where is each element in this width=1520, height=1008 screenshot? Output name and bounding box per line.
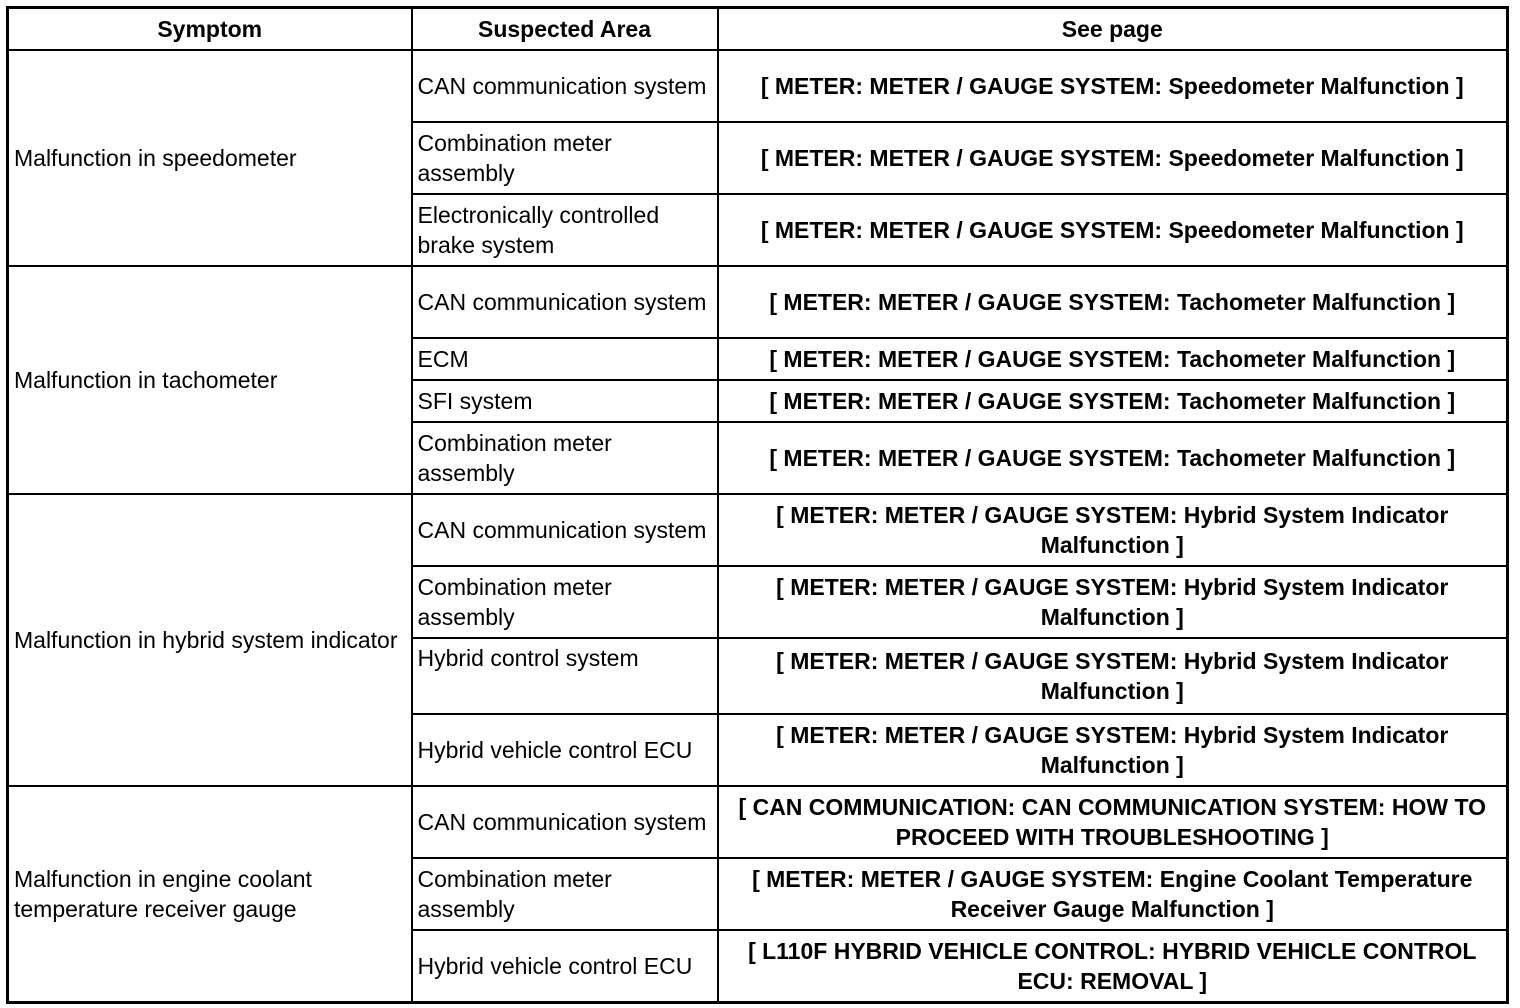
see-page-link[interactable]: [ METER: METER / GAUGE SYSTEM: Tachometer Malfunction ] <box>718 266 1508 338</box>
see-page-link[interactable]: [ METER: METER / GAUGE SYSTEM: Tachometer Malfunction ] <box>718 338 1508 380</box>
see-page-link[interactable]: [ METER: METER / GAUGE SYSTEM: Hybrid System Indicator Malfunction ] <box>718 638 1508 714</box>
see-page-link[interactable]: [ METER: METER / GAUGE SYSTEM: Hybrid System Indicator Malfunction ] <box>718 714 1508 786</box>
table-row <box>8 494 1508 566</box>
header-see-page: See page <box>718 8 1508 51</box>
symptom-cell: Malfunction in hybrid system indicator <box>8 494 412 786</box>
symptom-cell: Malfunction in engine coolant temperature receiver gauge <box>8 786 412 1003</box>
suspected-area-cell: SFI system <box>412 380 718 422</box>
suspected-area-cell: CAN communication system <box>412 494 718 566</box>
see-page-link[interactable]: [ METER: METER / GAUGE SYSTEM: Hybrid System Indicator Malfunction ] <box>718 566 1508 638</box>
suspected-area-cell: CAN communication system <box>412 266 718 338</box>
see-page-link[interactable]: [ L110F HYBRID VEHICLE CONTROL: HYBRID VEHICLE CONTROL ECU: REMOVAL ] <box>718 930 1508 1003</box>
suspected-area-cell: Hybrid vehicle control ECU <box>412 714 718 786</box>
see-page-link[interactable]: [ METER: METER / GAUGE SYSTEM: Speedometer Malfunction ] <box>718 194 1508 266</box>
see-page-link[interactable]: [ METER: METER / GAUGE SYSTEM: Tachometer Malfunction ] <box>718 422 1508 494</box>
symptom-cell: Malfunction in tachometer <box>8 266 412 494</box>
suspected-area-cell: Electronically controlled brake system <box>412 194 718 266</box>
suspected-area-cell: CAN communication system <box>412 786 718 858</box>
suspected-area-cell: Combination meter assembly <box>412 858 718 930</box>
see-page-link[interactable]: [ METER: METER / GAUGE SYSTEM: Speedometer Malfunction ] <box>718 122 1508 194</box>
table-row <box>8 786 1508 858</box>
table-row <box>8 266 1508 338</box>
symptom-cell: Malfunction in speedometer <box>8 50 412 266</box>
see-page-link[interactable]: [ CAN COMMUNICATION: CAN COMMUNICATION SYSTEM: HOW TO PROCEED WITH TROUBLESHOOTING ] <box>718 786 1508 858</box>
suspected-area-cell: CAN communication system <box>412 50 718 122</box>
suspected-area-cell: Hybrid vehicle control ECU <box>412 930 718 1003</box>
see-page-link[interactable]: [ METER: METER / GAUGE SYSTEM: Hybrid System Indicator Malfunction ] <box>718 494 1508 566</box>
see-page-link[interactable]: [ METER: METER / GAUGE SYSTEM: Engine Coolant Temperature Receiver Gauge Malfunction ] <box>718 858 1508 930</box>
header-symptom: Symptom <box>8 8 412 51</box>
suspected-area-cell: Combination meter assembly <box>412 422 718 494</box>
see-page-link[interactable]: [ METER: METER / GAUGE SYSTEM: Tachometer Malfunction ] <box>718 380 1508 422</box>
header-suspected-area: Suspected Area <box>412 8 718 51</box>
suspected-area-cell: ECM <box>412 338 718 380</box>
see-page-link[interactable]: [ METER: METER / GAUGE SYSTEM: Speedometer Malfunction ] <box>718 50 1508 122</box>
header-row <box>8 8 1508 51</box>
table-row <box>8 50 1508 122</box>
suspected-area-cell: Combination meter assembly <box>412 122 718 194</box>
troubleshooting-table <box>6 6 1509 1004</box>
suspected-area-cell: Combination meter assembly <box>412 566 718 638</box>
suspected-area-cell: Hybrid control system <box>412 638 718 714</box>
